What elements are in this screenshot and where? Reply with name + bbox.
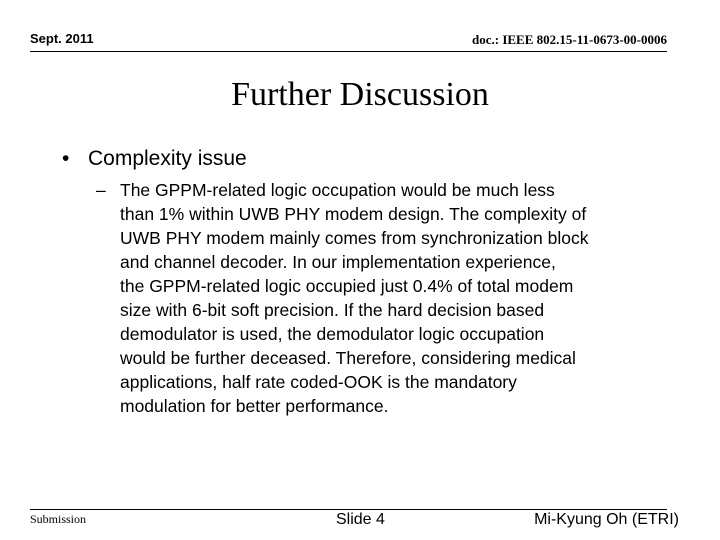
header-date: Sept. 2011: [30, 31, 94, 46]
sub-bullet-paragraph: [96, 178, 676, 418]
paragraph-line: demodulator is used, the demodulator logic occupation: [120, 324, 545, 344]
bullet-complexity-issue: [62, 145, 247, 173]
paragraph-line: modulation for better performance.: [120, 396, 389, 416]
footer-submission: Submission: [30, 512, 87, 526]
sub-bullet-marker: –: [96, 180, 106, 200]
bullet-text: Complexity issue: [88, 147, 247, 170]
paragraph-line: The GPPM-related logic occupation would be much less: [120, 180, 555, 200]
footer-author: Mi-Kyung Oh (ETRI): [534, 511, 679, 528]
paragraph-line: the GPPM-related logic occupied just 0.4% of total modem: [120, 276, 574, 296]
paragraph-line: than 1% within UWB PHY modem design. The complexity of: [120, 204, 587, 224]
header-divider: [30, 51, 667, 52]
paragraph-line: UWB PHY modem mainly comes from synchronization block: [120, 228, 589, 248]
slide-title: Further Discussion: [231, 76, 489, 113]
header-doc-id: doc.: IEEE 802.15-11-0673-00-0006: [472, 32, 667, 47]
paragraph-line: size with 6-bit soft precision. If the hard decision based: [120, 300, 545, 320]
footer-divider: [30, 509, 667, 510]
footer-slide-number: Slide 4: [336, 511, 385, 528]
paragraph-line: would be further deceased. Therefore, considering medical: [120, 348, 576, 368]
paragraph-line: applications, half rate coded-OOK is the mandatory: [120, 372, 517, 392]
bullet-marker: •: [62, 147, 70, 170]
paragraph-line: and channel decoder. In our implementation experience,: [120, 252, 556, 272]
